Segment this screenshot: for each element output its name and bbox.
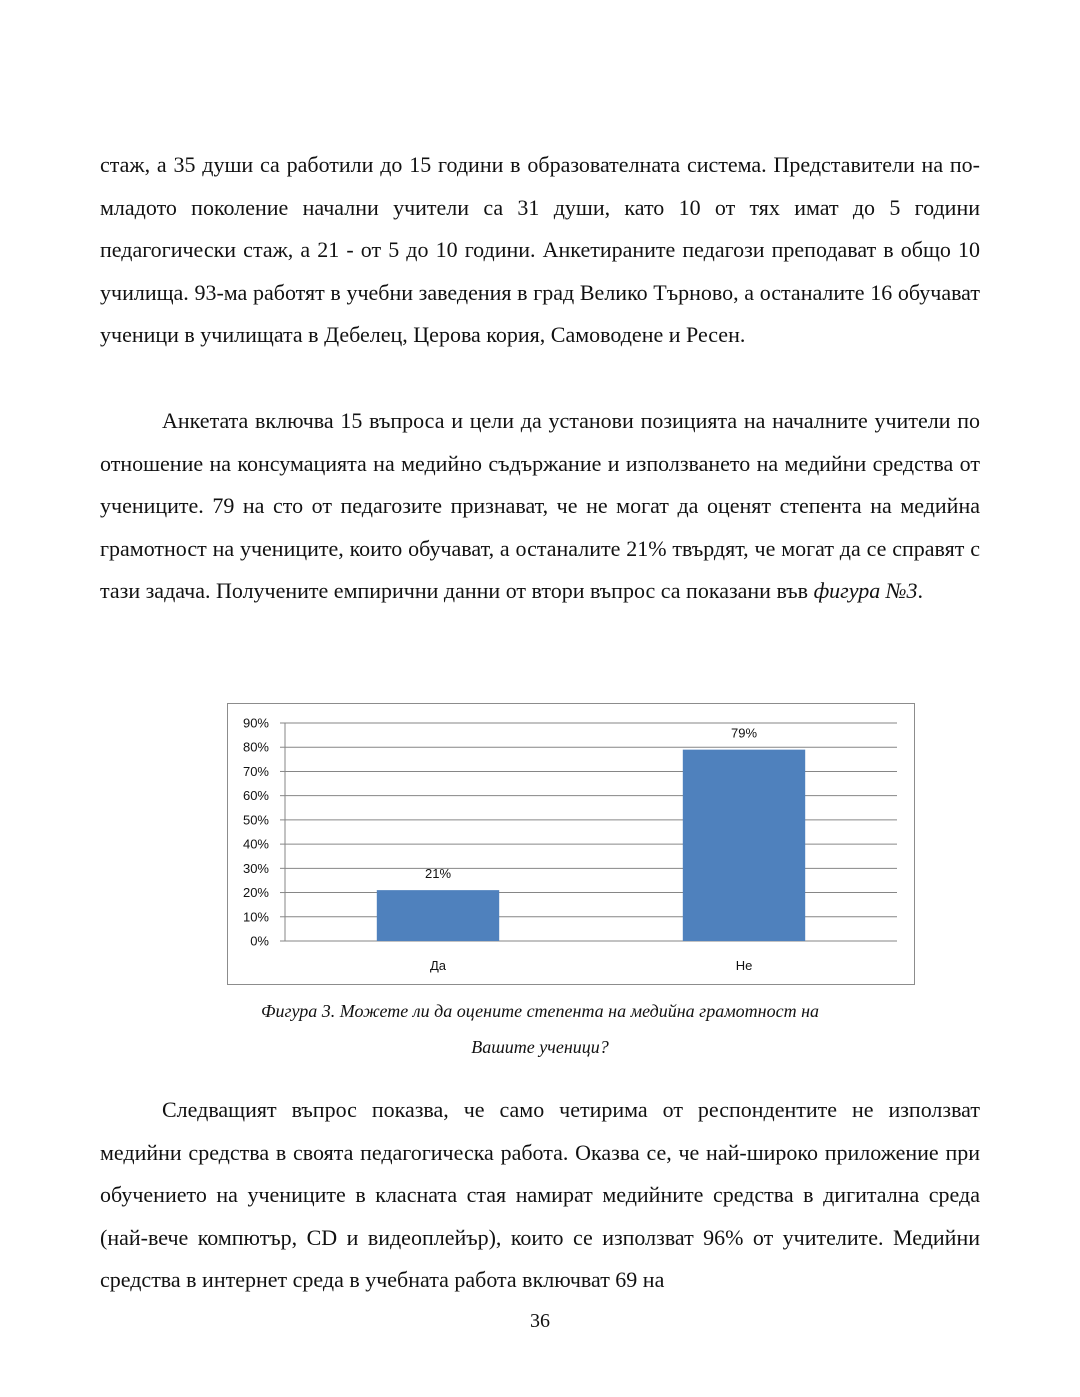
paragraph-2-text: Анкетата включва 15 въпроса и цели да установи позицията на началните учители по отношение на консумацията на медийно съдържание и използването на медийни средства от учениците. 79 на сто от педагозите признават, че не могат да оценят степента на медийна грамотност на учениците, които обучават, а останалите 21% твърдят, че могат да се справят с тази задача. Получените емпирични данни от втори въпрос са показани във xyxy=(100,408,980,604)
bar-1 xyxy=(377,890,499,941)
data-label-1: 21% xyxy=(424,866,452,882)
y-tick-label-80: 80% xyxy=(242,739,269,755)
figure-caption-line-2: Вашите ученици? xyxy=(471,1037,609,1057)
bar-chart xyxy=(227,703,915,985)
y-tick-label-60: 60% xyxy=(242,788,269,804)
y-tick-label-70: 70% xyxy=(242,763,269,779)
y-tick-label-90: 90% xyxy=(242,715,269,731)
bar-2 xyxy=(683,750,805,941)
paragraph-2 xyxy=(100,400,980,613)
data-label-2: 79% xyxy=(730,725,758,741)
figure-reference: фигура №3 xyxy=(813,578,918,604)
paragraph-1: стаж, а 35 души са работили до 15 години в образователната система. Представители на по-младото поколение начални учители са 31 души, като 10 от тях имат до 5 години педагогически стаж, а 21 - от 5 до 10 години. Анкетираните педагози преподават в общо 10 училища. 93-ма работят в учебни заведения в град Велико Търново, а останалите 16 обучават ученици в училищата в Дебелец, Церова кория, Самоводене и Ресен. xyxy=(100,152,980,348)
y-tick-label-50: 50% xyxy=(242,812,269,828)
y-tick-label-30: 30% xyxy=(242,860,269,876)
page-number: 36 xyxy=(530,1310,550,1332)
y-tick-label-20: 20% xyxy=(242,885,269,901)
category-label-1: Да xyxy=(429,958,447,973)
figure-caption-line-1: Фигура 3. Можете ли да оцените степента на медийна грамотност на xyxy=(260,1001,820,1021)
y-tick-label-40: 40% xyxy=(242,836,269,852)
category-label-2: Не xyxy=(735,958,753,973)
paragraph-3: Следващият въпрос показва, че само четирима от респондентите не използват медийни средства в своята педагогическа работа. Оказва се, че най-широко приложение при обучението на учениците в класната стая намират медийните средства в дигитална среда (най-вече компютър, CD и видеоплейър), които се използват 96% от учителите. Медийни средства в интернет среда в учебната работа включват 69 на xyxy=(100,1097,980,1293)
paragraph-2-end: . xyxy=(917,578,923,604)
y-tick-label-10: 10% xyxy=(242,909,269,925)
chart-svg xyxy=(228,704,914,984)
y-tick-label-0: 0% xyxy=(250,933,269,949)
